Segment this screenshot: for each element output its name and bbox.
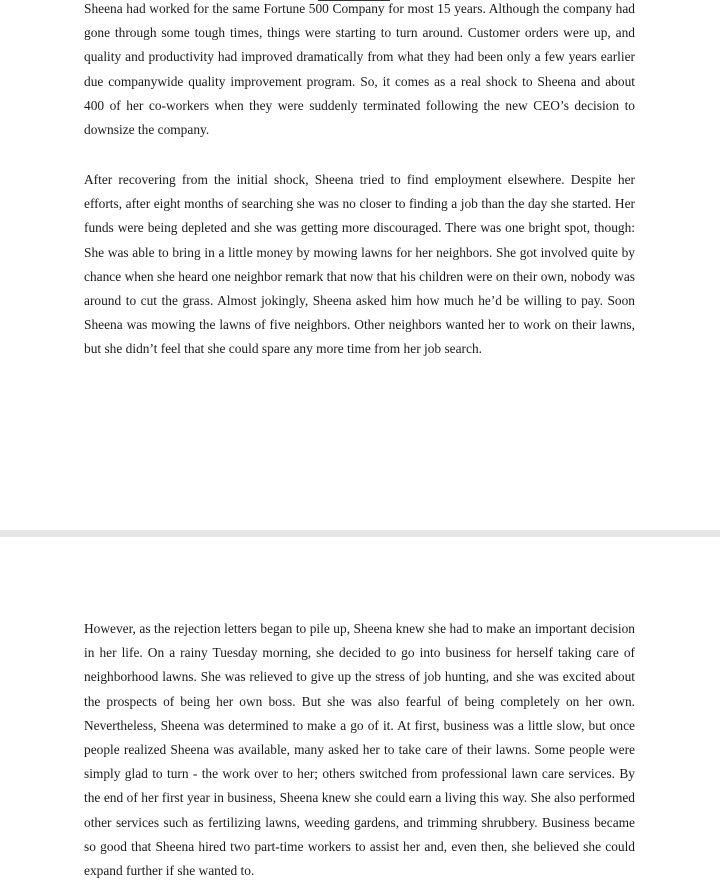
paragraph-1: Sheena had worked for the same Fortune 500 Company for most 15 years. Although the company had gone through some tough times, things were starting to turn around. Customer orders were up, and quality and productivity had improved dramatically from what they had been only a few years earlier due companywide quality improvement program. So, it comes as a real shock to Sheena and about 400 of her co-workers when they were suddenly terminated following the new CEO’s decision to downsize the company. xyxy=(84,1,635,138)
paragraph-2: After recovering from the initial shock, Sheena tried to find employment elsewhere. Despite her efforts, after eight months of searching she was no closer to finding a job than the day she started. Her funds were being depleted and she was getting more discouraged. There was one bright spot, though: She was able to bring in a little money by mowing lawns for her neighbors. She got involved quite by chance when she heard one neighbor remark that now that his children were on their own, nobody was around to cut the grass. Almost jokingly, Sheena asked him how much he’d be willing to pay. Soon Sheena was mowing the lawns of five neighbors. Other neighbors wanted her to work on their lawns, but she didn’t feel that she could spare any more time from her job search. xyxy=(84,172,635,357)
page-separator xyxy=(0,530,720,537)
paragraph-3: However, as the rejection letters began to pile up, Sheena knew she had to make an important decision in her life. On a rainy Tuesday morning, she decided to go into business for herself taking care of neighborhood lawns. She was relieved to give up the stress of job hunting, and she was excited about the prospects of being her own boss. But she was also fearful of being completely on her own. Nevertheless, Sheena was determined to make a go of it. At first, business was a little slow, but once people realized Sheena was available, many asked her to take care of their lawns. Some people were simply glad to turn - the work over to her; others switched from professional lawn care services. By the end of her first year in business, Sheena knew she could earn a living this way. She also performed other services such as fertilizing lawns, weeding gardens, and trimming shrubbery. Business became so good that Sheena hired two part-time workers to assist her and, even then, she believed she could expand further if she wanted to. xyxy=(84,621,635,879)
document-page-2 xyxy=(0,537,720,892)
